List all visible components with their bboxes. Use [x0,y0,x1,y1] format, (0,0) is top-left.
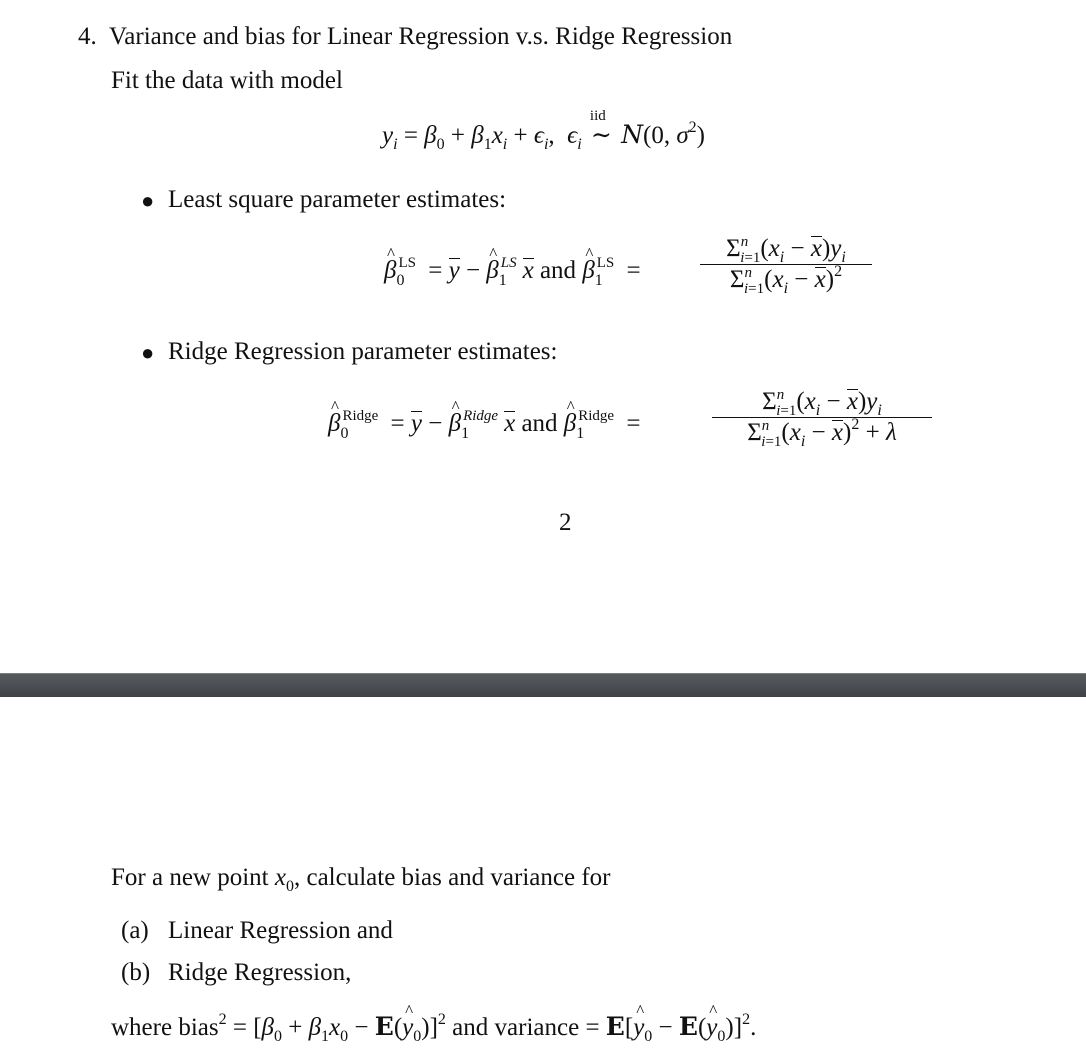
page-divider [0,673,1086,698]
page-2 [0,697,1086,1048]
bullet-ls-text: Least square parameter estimates: [168,186,507,213]
and-word-2: and [521,410,558,437]
question-intro: For a new point $x_0$, calculate bias and variance for [111,864,611,895]
bullet-dot: ● [141,340,155,365]
model-equation: $y_i = \beta_0 + \beta_1x_i + \epsilon_i$, $\epsilon_i$ iid ∼ N(0, $\sigma^2$) [382,108,705,153]
problem-intro: Fit the data with model [111,67,343,94]
bias-variance-definition: where bias$^2$ = [$\beta_0 + \beta_1x_0$ − E(^ $y_0)]^2$ and variance = E[^ $y_0$ − E(^ $y_0)]^2$. [111,1014,756,1040]
and-word-1: and [539,257,577,284]
ls-sup-0: LS [398,255,416,271]
ls-fraction: $\Sigma^n_{i=1}(x_i - x)y_i$ $\Sigma^n_{i=1}(x_i - x)^2$ [700,236,872,294]
ls-formula-left: ^ $\beta_0^{LS} = y$ − ^ $\beta_1^{LS}$ x and ^ $\beta_1^{LS}$ = [384,258,641,283]
question-item-a-label: (a) [121,917,149,944]
bullet-dot: ● [141,188,155,213]
problem-number: 4. [78,23,97,50]
ridge-sup-0: Ridge [342,408,379,424]
question-intro-after: , calculate bias and variance for [293,864,611,891]
page-number: 2 [559,509,572,536]
question-item-b-text: Ridge Regression, [168,959,352,986]
question-intro-before: For a new point [111,864,269,891]
bullet-ridge-text: Ridge Regression parameter estimates: [168,338,558,365]
problem-title: Variance and bias for Linear Regression v.s. Ridge Regression [109,23,733,50]
question-item-a-text: Linear Regression and [168,917,393,944]
question-item-b-label: (b) [121,959,151,986]
iid-label: iid [589,108,606,124]
ridge-fraction: $\Sigma^n_{i=1}(x_i - x)y_i$ $\Sigma^n_{i=1}(x_i - x)^2 + \lambda$ [712,389,932,447]
and-variance-text: and variance [452,1014,580,1041]
where-bias-text: where bias [111,1014,219,1041]
problem-heading [78,24,732,49]
ridge-formula-left: ^ $\beta_0^{Ridge} = y$ − ^ $\beta_1^{Ridge}$ x and ^ $\beta_1^{Ridge}$ = [328,411,640,436]
